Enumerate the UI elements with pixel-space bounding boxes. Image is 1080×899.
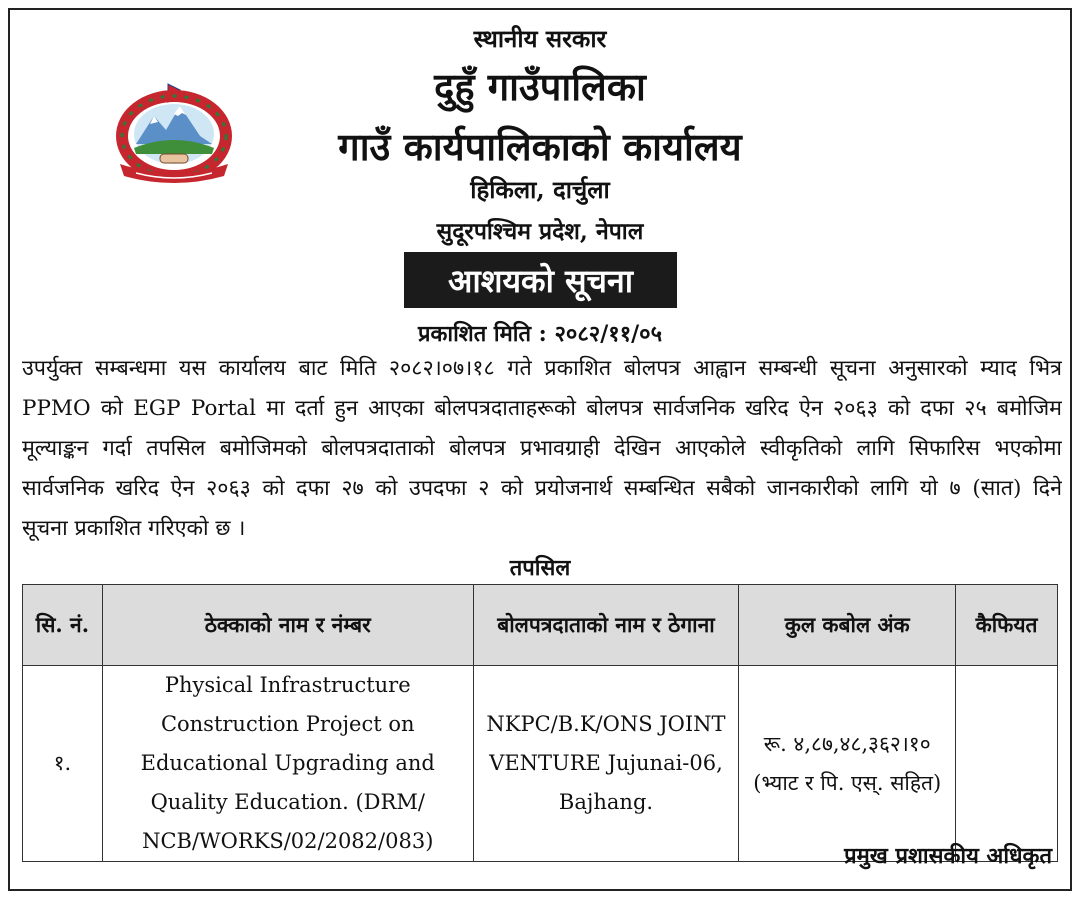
body-paragraph-line: उपर्युक्त सम्बन्धमा यस कार्यालय बाट मिति २०८२।०७।१८ गते प्रकाशित बोलपत्र आह्वान सम्बन्धी सूचना अनुसारको म्याद भित्र <box>22 356 1062 381</box>
cell-bidder: NKPC/B.K/ONS JOINT VENTURE Jujunai-06, Bajhang. <box>473 666 739 862</box>
header-local-government: स्थानीय सरकार <box>473 24 607 53</box>
published-date: प्रकाशित मिति : २०८२/११/०५ <box>417 321 663 347</box>
cell-contract: Physical Infrastructure Construction Project on Educational Upgrading and Quality Education. (DRM/ NCB/WORKS/02/2082/083) <box>102 666 473 862</box>
table-row <box>23 666 1058 862</box>
notice-title: आशयको सूचना <box>404 252 677 308</box>
col-header-contract: ठेक्काको नाम र नंम्बर <box>102 585 473 666</box>
header-office-name: गाउँ कार्यपालिकाको कार्यालय <box>338 124 742 169</box>
cell-sn: १. <box>23 666 103 862</box>
body-paragraph-line: सूचना प्रकाशित गरिएको छ । <box>22 516 246 541</box>
body-paragraph-line: मूल्याङ्कन गर्दा तपसिल बमोजिमको बोलपत्रदाताको बोलपत्र प्रभावग्राही देखिन आएकोले स्वीकृतिको लागि सिफारिस भएकोमा <box>22 436 1062 461</box>
amount-value: रू. ४,८७,४८,३६२।१० <box>763 731 931 756</box>
col-header-bidder: बोलपत्रदाताको नाम र ठेगाना <box>473 585 739 666</box>
col-header-sn: सि. नं. <box>23 585 103 666</box>
header-municipality-name: दुहुँ गाउँपालिका <box>434 64 646 109</box>
bid-table <box>22 584 1058 862</box>
header-location: हिकिला, दार्चुला <box>470 175 610 204</box>
header-province: सुदूरपश्चिम प्रदेश, नेपाल <box>436 218 644 245</box>
col-header-remarks: कैफियत <box>956 585 1058 666</box>
col-header-amount: कुल कबोल अंक <box>739 585 956 666</box>
amount-note: (भ्याट र पि. एस्. सहित) <box>753 770 942 795</box>
body-paragraph-line: सार्वजनिक खरिद ऐन २०६३ को दफा २७ को उपदफा २ को प्रयोजनार्थ सम्बन्धित सबैको जानकारीको लागि यो ७ (सात) दिने <box>22 476 1062 501</box>
cell-remarks <box>956 666 1058 862</box>
cell-amount <box>739 666 956 862</box>
body-paragraph-line: PPMO को EGP Portal मा दर्ता हुन आएका बोलपत्रदाताहरूको बोलपत्र सार्वजनिक खरिद ऐन २०६३ को दफा २५ बमोजिम <box>22 396 1062 421</box>
table-heading: तपसिल <box>509 555 571 581</box>
table-header-row <box>23 585 1058 666</box>
signatory-title: प्रमुख प्रशासकीय अधिकृत <box>844 843 1052 869</box>
